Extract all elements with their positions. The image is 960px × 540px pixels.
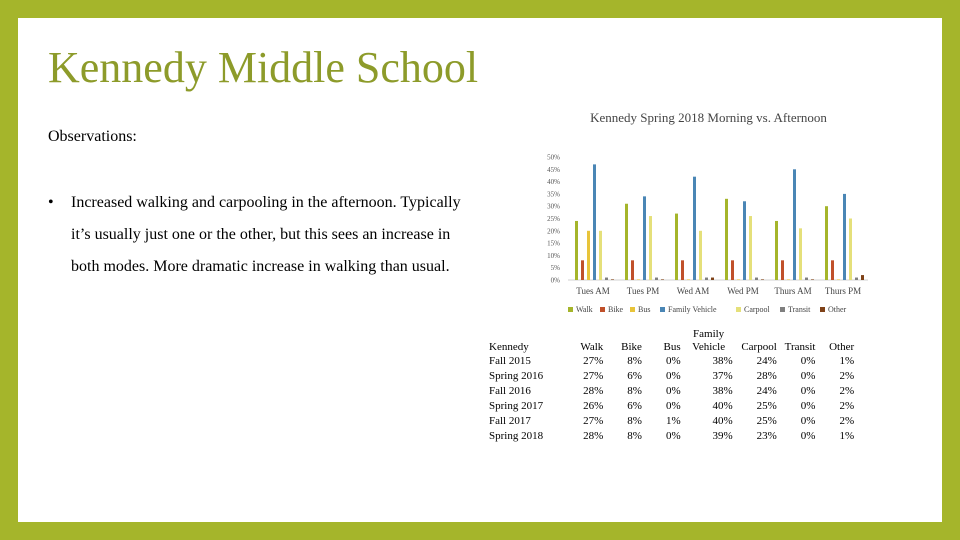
y-tick-label: 5%: [550, 264, 560, 273]
legend-label: Carpool: [744, 305, 770, 314]
table-cell: 0%: [665, 400, 681, 412]
table-cell: 0%: [800, 370, 816, 382]
table-cell: 0%: [800, 355, 816, 367]
table-cell: 25%: [756, 400, 777, 412]
table-cell: 1%: [839, 430, 855, 442]
table-cell: 0%: [665, 355, 681, 367]
table-cell: 8%: [627, 385, 642, 397]
legend-label: Walk: [576, 305, 593, 314]
table-header-cell: Bike: [621, 341, 642, 353]
y-tick-label: 25%: [547, 215, 560, 223]
table-cell: 2%: [839, 385, 855, 397]
bar: [825, 206, 828, 280]
table-row: [487, 384, 856, 399]
bar: [775, 221, 778, 280]
legend-swatch: [820, 307, 825, 312]
table-cell: 25%: [756, 415, 777, 427]
bar: [761, 279, 764, 280]
table-row: [487, 429, 856, 444]
x-tick-label: Thurs AM: [774, 286, 812, 296]
y-tick-label: 20%: [547, 227, 560, 236]
legend-label: Family Vehicle: [668, 305, 717, 314]
history-table: [487, 328, 856, 444]
bar: [649, 216, 652, 280]
bar: [705, 278, 708, 280]
table-cell: 27%: [583, 355, 604, 367]
legend-swatch: [600, 307, 605, 312]
bar: [725, 199, 728, 280]
table-cell: 0%: [665, 430, 681, 442]
table-cell: 28%: [583, 385, 604, 397]
bar: [787, 279, 790, 280]
table-row: [487, 354, 856, 369]
table-cell: 37%: [712, 370, 733, 382]
table-cell: 23%: [756, 430, 777, 442]
bar: [575, 221, 578, 280]
bar: [849, 219, 852, 281]
table-header-cell: Carpool: [741, 341, 777, 353]
table-cell: Spring 2018: [489, 430, 544, 442]
table-cell: 1%: [665, 415, 681, 427]
table-cell: 39%: [712, 430, 733, 442]
bar: [637, 279, 640, 280]
y-tick-label: 50%: [547, 153, 560, 162]
bar: [755, 278, 758, 280]
table-cell: 8%: [627, 415, 642, 427]
bar: [611, 279, 614, 280]
legend-swatch: [780, 307, 785, 312]
table-header-cell: Bus: [663, 341, 681, 353]
bar: [699, 231, 702, 280]
slide-title: Kennedy Middle School: [48, 43, 479, 92]
table-cell: 40%: [712, 415, 733, 427]
bar: [793, 169, 796, 280]
table-cell: Fall 2015: [489, 355, 531, 367]
bar: [843, 194, 846, 280]
table-cell: 0%: [665, 385, 681, 397]
bar: [687, 279, 690, 280]
bar: [693, 177, 696, 280]
table-cell: 1%: [839, 355, 855, 367]
table-cell: 38%: [712, 355, 733, 367]
bar: [811, 279, 814, 280]
legend-label: Bus: [638, 305, 651, 314]
table-cell: Fall 2016: [489, 385, 531, 397]
bar: [805, 278, 808, 280]
table-row: [487, 399, 856, 414]
table-cell: 8%: [627, 430, 642, 442]
x-tick-label: Tues AM: [576, 286, 610, 296]
legend-swatch: [630, 307, 635, 312]
table-cell: 0%: [665, 370, 681, 382]
table-cell: 27%: [583, 415, 604, 427]
legend-label: Bike: [608, 305, 624, 314]
table-cell: 28%: [583, 430, 604, 442]
y-tick-label: 40%: [547, 178, 560, 187]
legend-swatch: [568, 307, 573, 312]
bar: [593, 164, 596, 280]
bar-chart: [500, 130, 890, 325]
y-tick-label: 15%: [547, 239, 560, 248]
legend-label: Other: [828, 305, 847, 314]
bar: [599, 231, 602, 280]
bar: [781, 260, 784, 280]
table-cell: 38%: [712, 385, 733, 397]
table-cell: 28%: [756, 370, 777, 382]
bar: [711, 278, 714, 280]
y-tick-label: 0%: [550, 276, 560, 285]
y-tick-label: 30%: [547, 202, 560, 211]
bar: [655, 278, 658, 280]
table-cell: 2%: [839, 415, 855, 427]
bar: [675, 214, 678, 280]
bullet-text: Increased walking and carpooling in the afternoon. Typically it’s usually just one or the other, but this sees an increase in both modes. More dramatic increase in walking than usual.: [71, 194, 461, 275]
table-cell: 0%: [800, 430, 816, 442]
bullet-dot-icon: •: [48, 194, 54, 211]
table-cell: 24%: [756, 385, 777, 397]
bar: [799, 228, 802, 280]
y-tick-label: 10%: [547, 251, 560, 260]
y-tick-label: 35%: [547, 190, 560, 199]
x-tick-label: Wed AM: [676, 286, 710, 296]
table-cell: 6%: [627, 400, 642, 412]
table-cell: 26%: [583, 400, 604, 412]
bar: [581, 260, 584, 280]
table-cell: 0%: [800, 385, 816, 397]
table-header-cell: Walk: [580, 341, 604, 353]
bar: [631, 260, 634, 280]
bar: [681, 260, 684, 280]
table-body: [487, 354, 856, 444]
table-header-cell: Other: [829, 341, 855, 353]
legend-swatch: [736, 307, 741, 312]
table-cell: Spring 2017: [489, 400, 544, 412]
table-row: [487, 369, 856, 384]
table-header-row: [487, 328, 856, 354]
table-cell: 0%: [800, 415, 816, 427]
bar: [731, 260, 734, 280]
chart-title: Kennedy Spring 2018 Morning vs. Afternoon: [590, 110, 827, 125]
legend-swatch: [660, 307, 665, 312]
x-tick-label: Thurs PM: [824, 286, 862, 296]
bar: [737, 279, 740, 280]
table-cell: 6%: [627, 370, 642, 382]
x-tick-label: Tues PM: [626, 286, 660, 296]
y-tick-label: 45%: [547, 165, 560, 174]
table-cell: 2%: [839, 370, 855, 382]
bar: [625, 204, 628, 280]
x-tick-label: Wed PM: [727, 286, 759, 296]
table-cell: 2%: [839, 400, 855, 412]
bar: [587, 231, 590, 280]
bar: [855, 278, 858, 280]
table-header-cell: Transit: [784, 341, 816, 353]
bar: [661, 279, 664, 280]
table-header-cell: Family Vehicle: [692, 328, 726, 353]
table-row: [487, 414, 856, 429]
bar: [743, 201, 746, 280]
table-cell: 27%: [583, 370, 604, 382]
table-cell: 0%: [800, 400, 816, 412]
table-cell: 24%: [756, 355, 777, 367]
legend-label: Transit: [788, 305, 811, 314]
bar: [643, 196, 646, 280]
bar: [749, 216, 752, 280]
bar: [837, 279, 840, 280]
table-cell: Fall 2017: [489, 415, 531, 427]
table-cell: Spring 2016: [489, 370, 544, 382]
bar: [605, 278, 608, 280]
table-cell: 40%: [712, 400, 733, 412]
table-cell: 8%: [627, 355, 642, 367]
table-header-cell: Kennedy: [489, 341, 529, 353]
observations-heading: Observations:: [48, 128, 137, 145]
bar: [861, 275, 864, 280]
bar: [831, 260, 834, 280]
